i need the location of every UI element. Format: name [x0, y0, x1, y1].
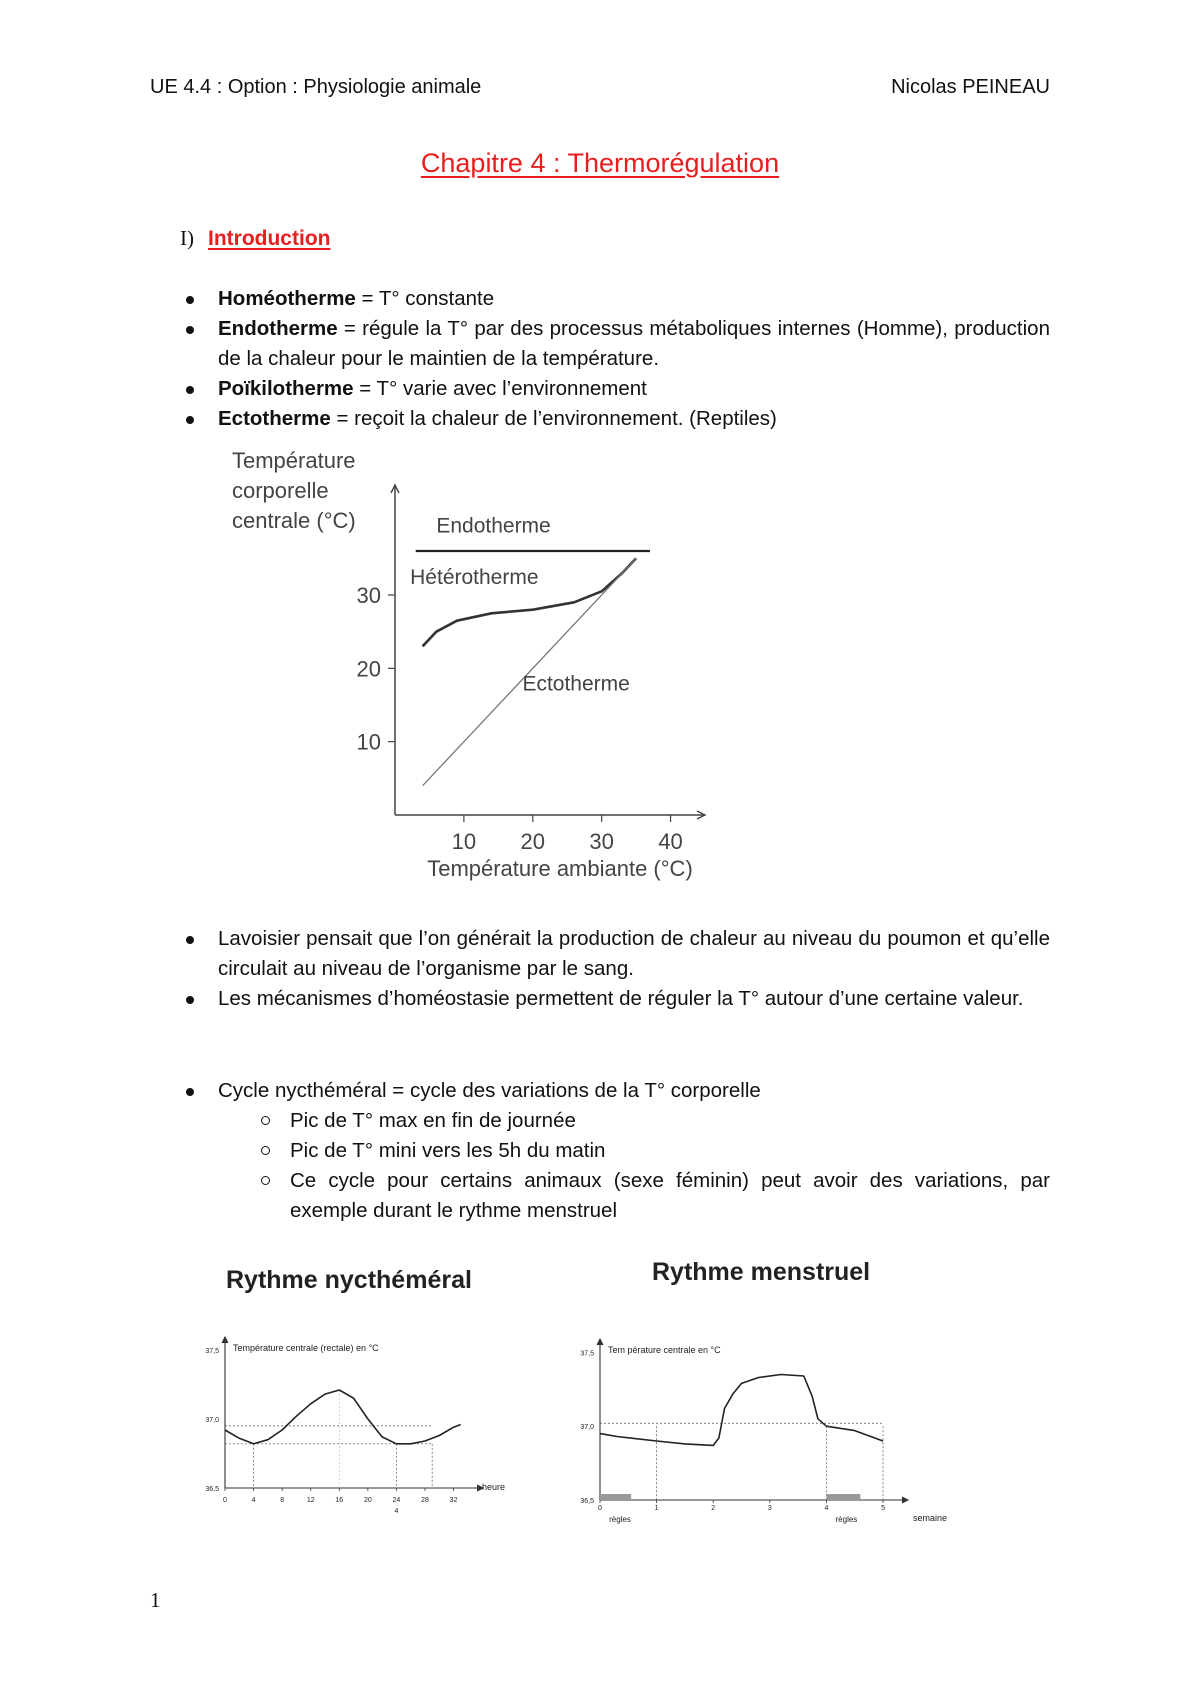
- section-number: I): [180, 226, 194, 250]
- x-tick-label: 4: [824, 1505, 829, 1512]
- temperature-curve: [600, 1375, 883, 1446]
- x-tick-label: 24: [392, 1497, 401, 1504]
- x-axis-label: semaine: [913, 1513, 948, 1523]
- x-tick-label: 20: [520, 829, 546, 854]
- temperature-curve: [225, 1390, 461, 1444]
- x-tick-label: 40: [658, 829, 683, 854]
- y-axis-label: Tem pérature centrale en °C: [608, 1345, 721, 1355]
- x-tick-label: 2: [711, 1505, 716, 1512]
- x-tick-label: 32: [449, 1497, 458, 1504]
- series-label: Hétérotherme: [410, 566, 539, 589]
- definitions-list: [182, 284, 1050, 434]
- section-label: Introduction: [208, 227, 331, 250]
- x-tick-label: 0: [223, 1497, 227, 1504]
- y-tick-label: 36,5: [205, 1486, 219, 1493]
- y-axis-arrow: [597, 1339, 603, 1345]
- list-item: Endotherme = régule la T° par des processus métaboliques internes (Homme), production de la chaleur pour le maintien de la température.: [182, 314, 1050, 374]
- sub-list-item: Pic de T° mini vers les 5h du matin: [254, 1136, 1050, 1166]
- series-label: Ectotherme: [522, 672, 630, 696]
- sub-list-item: Pic de T° max en fin de journée: [254, 1106, 1050, 1136]
- series-label: Endotherme: [436, 514, 551, 538]
- menstrual-title: Rythme menstruel: [652, 1258, 871, 1286]
- page-number: 1: [150, 1588, 161, 1612]
- period-bar: [600, 1494, 631, 1500]
- x-axis-label: heure: [482, 1482, 506, 1492]
- y-tick-label: 20: [356, 656, 381, 682]
- x-tick-label: 20: [363, 1497, 372, 1504]
- header-left: UE 4.4 : Option : Physiologie animale: [150, 76, 482, 98]
- cycle-list: [182, 1076, 1050, 1226]
- y-tick-label: 37,0: [205, 1416, 219, 1424]
- y-tick-label: 10: [356, 729, 381, 755]
- thermal-chart: [220, 440, 920, 910]
- x-tick-label: 0: [598, 1505, 602, 1512]
- x-tick-sublabel: 4: [394, 1508, 399, 1515]
- cycle-sublist: [218, 1106, 1050, 1226]
- period-bar: [826, 1494, 860, 1500]
- nycthemeral-title: Rythme nycthéméral: [226, 1266, 472, 1294]
- y-tick-label: 37,5: [205, 1347, 219, 1355]
- list-item: Poïkilotherme = T° varie avec l’environnement: [182, 374, 1050, 404]
- y-tick-label: 37,0: [580, 1424, 594, 1432]
- y-axis-label: Température centrale (rectale) en °C: [233, 1343, 379, 1353]
- x-tick-label: 8: [280, 1497, 285, 1504]
- x-axis-label: Température ambiante (°C): [427, 856, 693, 881]
- y-axis-label: centrale (°C): [232, 508, 356, 533]
- x-tick-label: 3: [767, 1505, 772, 1512]
- menstrual-chart: [565, 1318, 975, 1538]
- x-tick-label: 16: [335, 1497, 344, 1504]
- header-right: Nicolas PEINEAU: [891, 76, 1050, 98]
- x-tick-label: 4: [251, 1497, 256, 1504]
- list-item: Lavoisier pensait que l’on générait la production de chaleur au niveau du poumon et qu’elle circulait au niveau de l’organisme par le sang.: [182, 924, 1050, 984]
- x-tick-label: 5: [881, 1505, 885, 1512]
- list-item: Homéotherme = T° constante: [182, 284, 1050, 314]
- period-label: règles: [835, 1515, 858, 1524]
- list-item: Ectotherme = reçoit la chaleur de l’environnement. (Reptiles): [182, 404, 1050, 434]
- sub-list-item: Ce cycle pour certains animaux (sexe féminin) peut avoir des variations, par exemple durant le rythme menstruel: [254, 1166, 1050, 1226]
- y-tick-label: 37,5: [580, 1350, 594, 1358]
- nycthemeral-chart: [180, 1318, 560, 1518]
- x-tick-label: 1: [654, 1505, 659, 1512]
- y-axis-arrow: [222, 1337, 228, 1343]
- chapter-title: Chapitre 4 : Thermorégulation: [420, 148, 780, 178]
- list-item: Cycle nycthéméral = cycle des variations de la T° corporelle Pic de T° max en fin de journée Pic de T° mini vers les 5h du matin Ce cycle pour certains animaux (sexe féminin) peut avoir des variations, par exemple durant le rythme menstruel: [182, 1076, 1050, 1226]
- x-tick-label: 10: [451, 829, 477, 854]
- x-tick-label: 12: [306, 1497, 315, 1504]
- y-axis-label: Température: [232, 448, 356, 473]
- y-tick-label: 36,5: [580, 1498, 594, 1505]
- paragraph-list: [182, 924, 1050, 1014]
- x-tick-label: 30: [589, 829, 614, 854]
- x-tick-label: 28: [421, 1497, 429, 1504]
- section-heading: [180, 226, 330, 251]
- period-label: règles: [609, 1515, 631, 1524]
- y-axis-label: corporelle: [232, 478, 329, 503]
- x-axis-arrow: [902, 1497, 908, 1503]
- list-item: Les mécanismes d’homéostasie permettent de réguler la T° autour d’une certaine valeur.: [182, 984, 1050, 1014]
- y-tick-label: 30: [356, 583, 381, 608]
